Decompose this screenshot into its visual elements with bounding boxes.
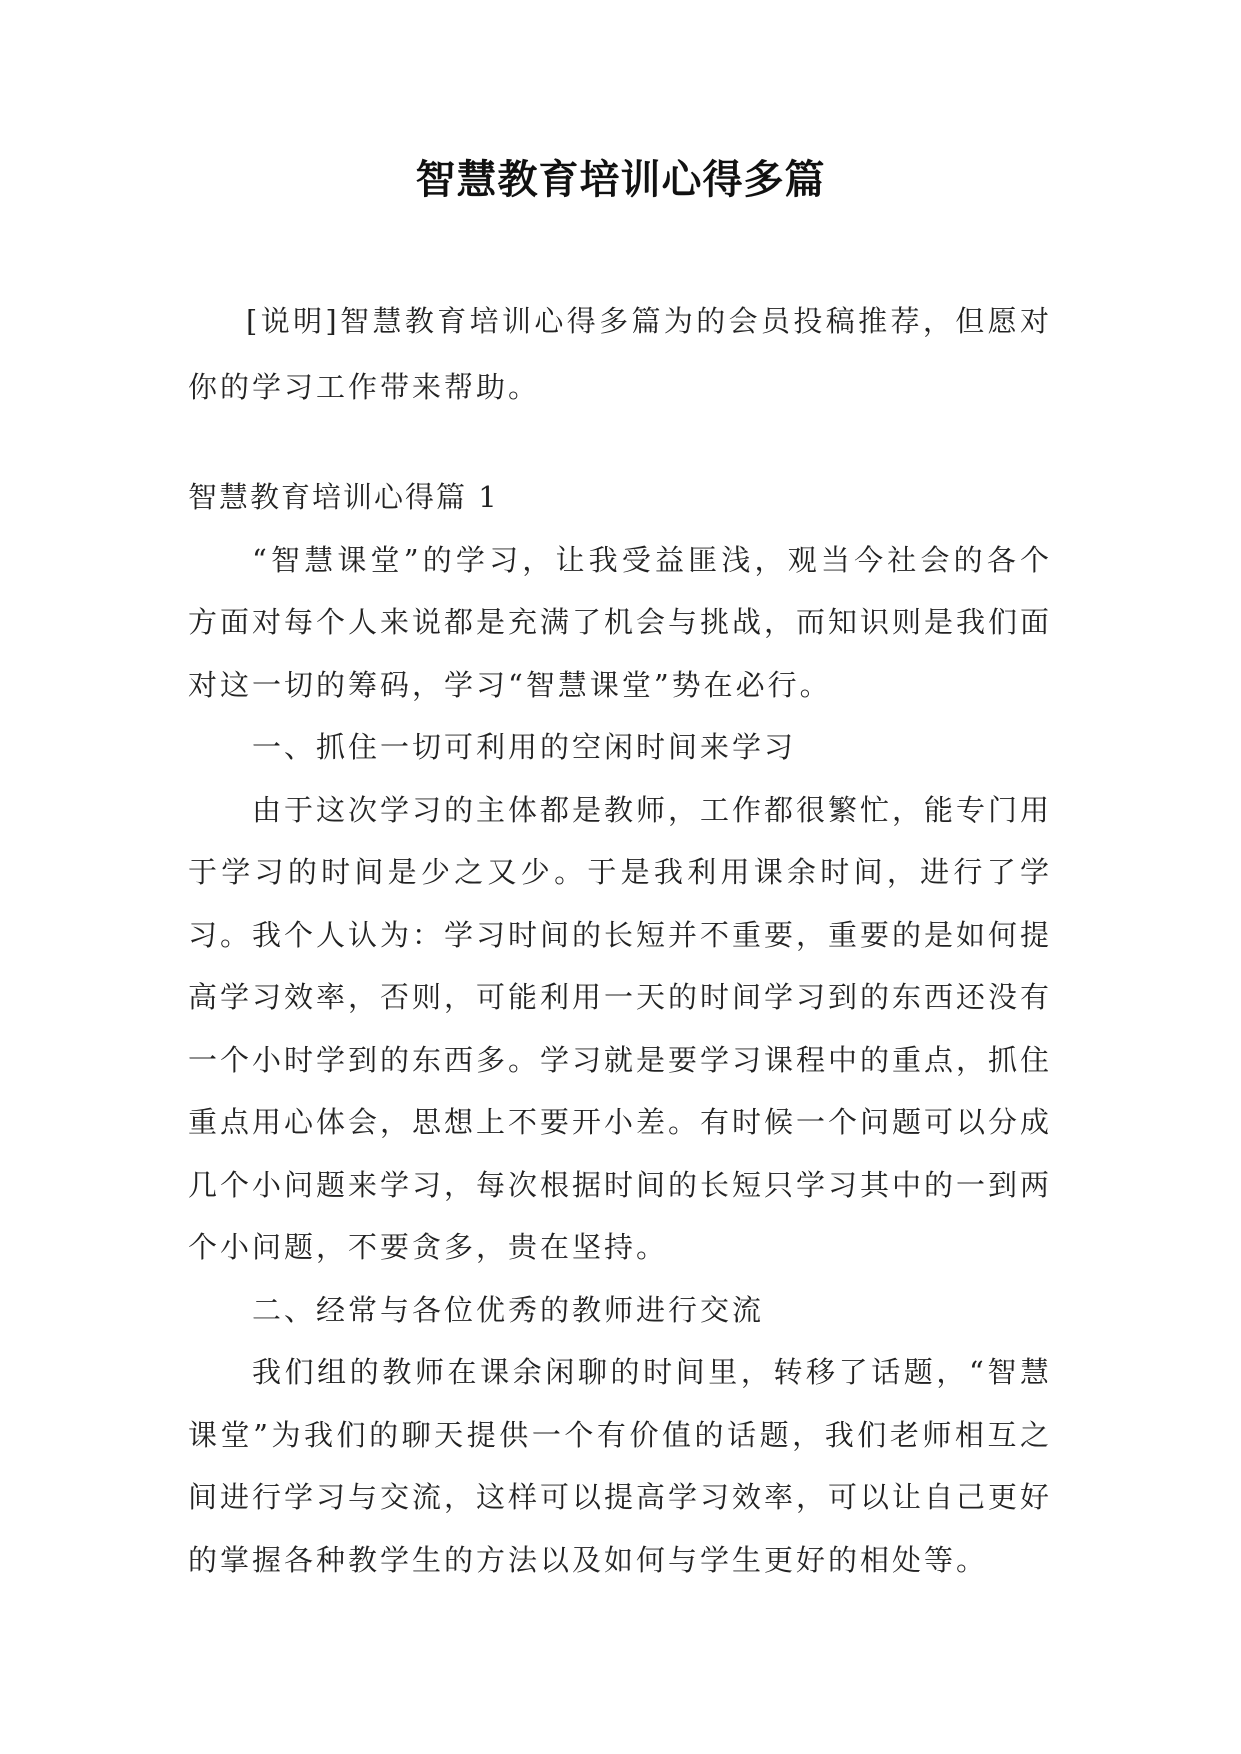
section-heading: 智慧教育培训心得篇 1 [188, 480, 499, 514]
main-content [188, 466, 1052, 1591]
intro-block [188, 288, 1052, 420]
paragraph-2: 由于这次学习的主体都是教师，工作都很繁忙，能专门用于学习的时间是少之又少。于是我利用课余时间，进行了学习。我个人认为：学习时间的长短并不重要，重要的是如何提高学习效率，否则，可能利用一天的时间学习到的东西还没有一个小时学到的东西多。学习就是要学习课程中的重点，抓住重点用心体会，思想上不要开小差。有时候一个问题可以分成几个小问题来学习，每次根据时间的长短只学习其中的一到两个小问题，不要贪多，贵在坚持。 [188, 792, 1053, 1264]
paragraph-1: “智慧课堂”的学习，让我受益匪浅，观当今社会的各个方面对每个人来说都是充满了机会与挑战，而知识则是我们面对这一切的筹码，学习“智慧课堂”势在必行。 [188, 542, 1053, 702]
document-title: 智慧教育培训心得多篇 [415, 157, 826, 203]
intro-paragraph: [说明]智慧教育培训心得多篇为的会员投稿推荐，但愿对你的学习工作带来帮助。 [188, 304, 1052, 404]
subheading-1: 一、抓住一切可利用的空闲时间来学习 [252, 730, 797, 764]
subheading-2: 二、经常与各位优秀的教师进行交流 [252, 1292, 765, 1327]
paragraph-3: 我们组的教师在课余闲聊的时间里，转移了话题，“智慧课堂”为我们的聊天提供一个有价值的话题，我们老师相互之间进行学习与交流，这样可以提高学习效率，可以让自己更好的掌握各种教学生的方法以及如何与学生更好的相处等。 [188, 1355, 1053, 1577]
